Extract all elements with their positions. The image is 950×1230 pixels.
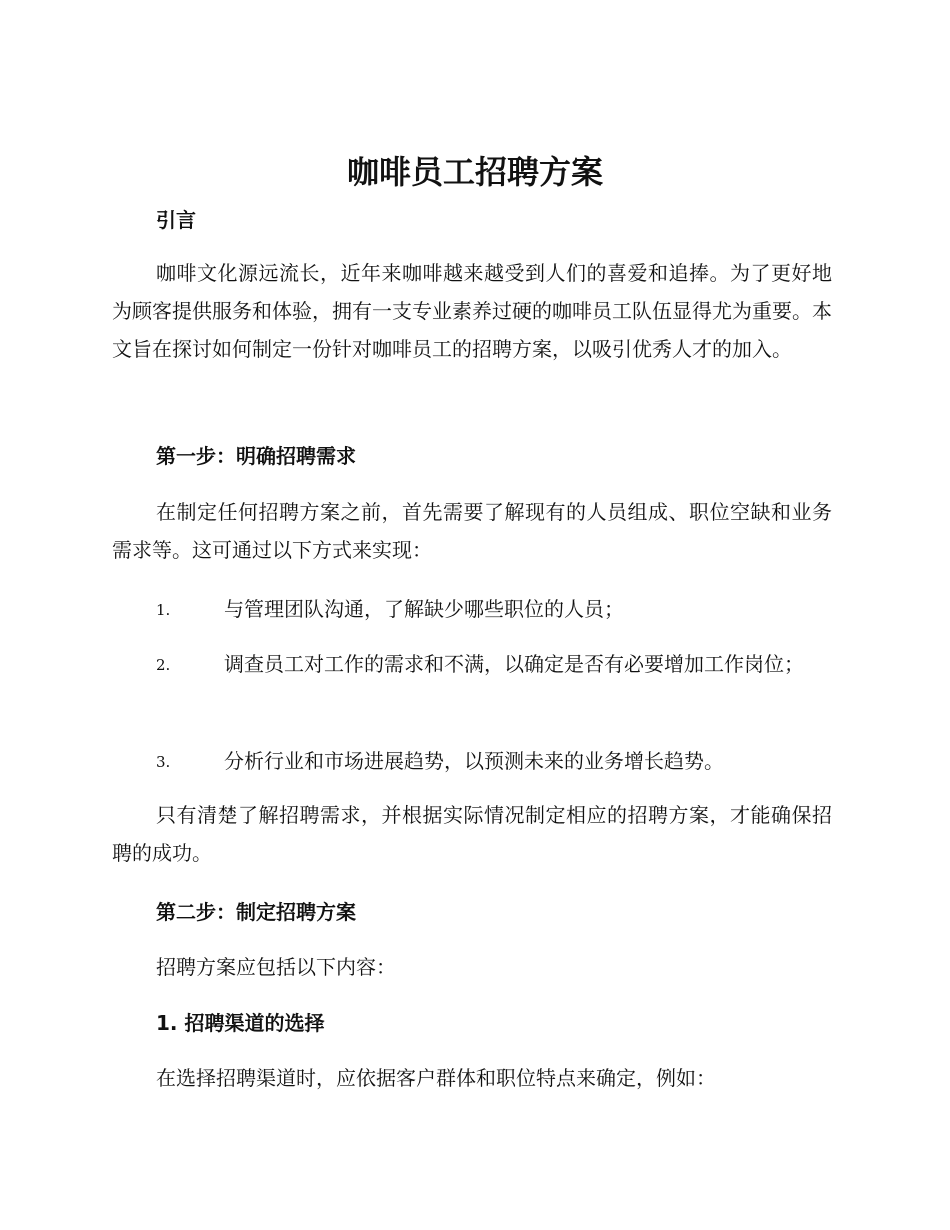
list-text: 调查员工对工作的需求和不满，以确定是否有必要增加工作岗位； bbox=[224, 652, 804, 676]
list-item bbox=[112, 645, 832, 684]
document-title: 咖啡员工招聘方案 bbox=[346, 153, 603, 191]
list-text: 分析行业和市场进展趋势，以预测未来的业务增长趋势。 bbox=[224, 749, 724, 773]
step2-heading: 第二步：制定招聘方案 bbox=[156, 900, 356, 924]
intro-heading: 引言 bbox=[156, 208, 196, 232]
sub1-paragraph: 在选择招聘渠道时，应依据客户群体和职位特点来确定，例如： bbox=[156, 1066, 716, 1090]
list-number: 2. bbox=[156, 656, 171, 674]
sub1-heading: 1. 招聘渠道的选择 bbox=[156, 1011, 325, 1035]
list-item bbox=[112, 742, 832, 781]
list-number: 1. bbox=[156, 601, 171, 619]
list-item bbox=[112, 590, 832, 629]
step1-heading: 第一步：明确招聘需求 bbox=[156, 444, 356, 468]
intro-paragraph: 咖啡文化源远流长，近年来咖啡越来越受到人们的喜爱和追捧。为了更好地为顾客提供服务和体验，拥有一支专业素养过硬的咖啡员工队伍显得尤为重要。本文旨在探讨如何制定一份针对咖啡员工的招聘方案，以吸引优秀人才的加入。 bbox=[112, 261, 832, 361]
list-number: 3. bbox=[156, 753, 171, 771]
list-text: 与管理团队沟通，了解缺少哪些职位的人员； bbox=[224, 597, 624, 621]
step1-conclusion: 只有清楚了解招聘需求，并根据实际情况制定相应的招聘方案，才能确保招聘的成功。 bbox=[112, 803, 832, 865]
step2-paragraph: 招聘方案应包括以下内容： bbox=[156, 955, 396, 979]
step1-paragraph: 在制定任何招聘方案之前，首先需要了解现有的人员组成、职位空缺和业务需求等。这可通过以下方式来实现： bbox=[112, 500, 832, 562]
